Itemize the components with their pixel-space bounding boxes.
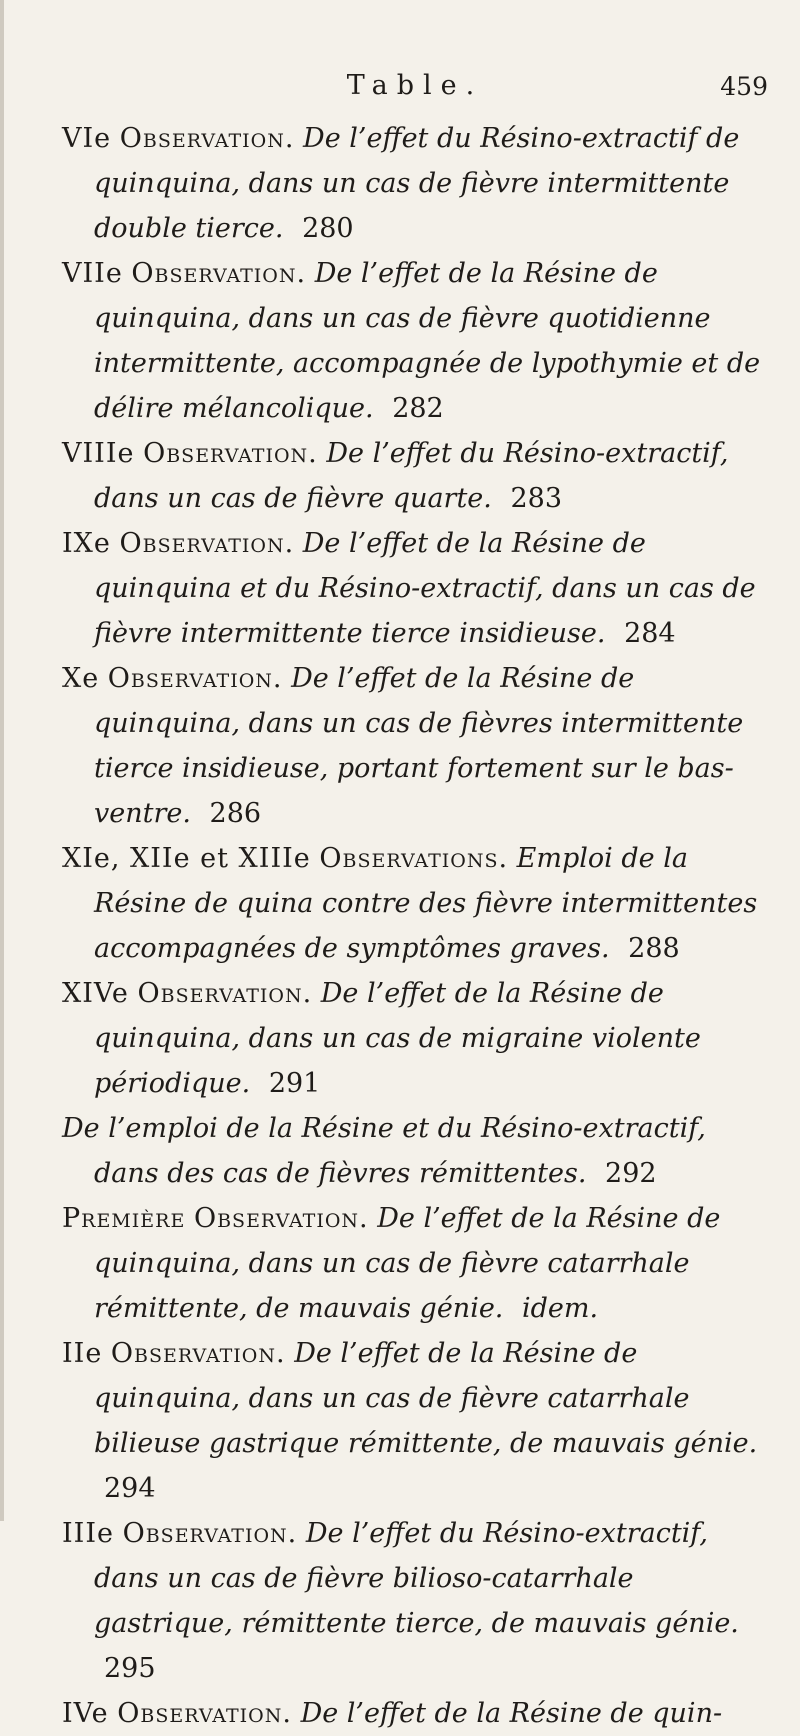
entry-label: Observation. <box>137 978 313 1009</box>
entry-page: 292 <box>605 1158 657 1189</box>
entry-number: IIe <box>62 1338 103 1369</box>
entry-page: 280 <box>302 213 354 244</box>
toc-entry <box>62 116 768 251</box>
entry-page: 291 <box>268 1068 321 1099</box>
toc-entry <box>62 1331 768 1511</box>
entry-title: De l’effet de la Résine de quinquina, dans un cas de fièvre quotidienne intermittente, accompagnée de lypothymie et de délire mélancolique. <box>94 258 761 424</box>
entry-label: Observations. <box>319 843 509 874</box>
toc-entry <box>62 971 768 1106</box>
entry-title: De l’effet du Résino-extractif de quinquina, dans un cas de fièvre intermittente double tierce. <box>94 123 740 244</box>
page-content <box>62 64 768 1736</box>
entry-label: Observation. <box>122 1518 298 1549</box>
entry-page: 286 <box>209 798 262 829</box>
entry-title: De l’effet de la Résine de quinquina et du Résino-extractif, dans un cas de fièvre intermittente tierce insidieuse. <box>94 528 756 649</box>
scan-edge <box>0 0 4 1521</box>
entry-number: IIIe <box>62 1518 114 1549</box>
entry-page: 284 <box>624 618 676 649</box>
toc-entry <box>62 1511 768 1691</box>
entry-number: XIVe <box>62 978 129 1009</box>
entry-label: Observation. <box>119 123 295 154</box>
entry-label: Observation. <box>119 528 295 559</box>
entry-number: XIe, XIIe et XIIIe <box>62 843 311 874</box>
entry-page: 283 <box>510 483 563 514</box>
entry-label: Observation. <box>110 1338 286 1369</box>
entry-page: 295 <box>104 1653 156 1684</box>
entry-label: Observation. <box>131 258 307 289</box>
entry-title: De l’effet du Résino-extractif, dans un cas de fièvre bilioso-catarrhale gastrique, rémittente tierce, de mauvais génie. <box>94 1518 739 1639</box>
running-title: Table. <box>346 70 484 101</box>
entry-title: De l’effet de la Résine de quin- <box>300 1698 723 1729</box>
toc-entry <box>62 431 768 521</box>
toc-entry <box>62 656 768 836</box>
entry-page: idem. <box>521 1293 599 1324</box>
entry-number: VIe <box>62 123 112 154</box>
toc-entry <box>62 251 768 431</box>
entry-number: VIIe <box>62 258 123 289</box>
toc-entry <box>62 1106 768 1196</box>
entry-page: 288 <box>628 933 680 964</box>
entry-title: De l’effet du Résino-extractif, dans un cas de fièvre quarte. <box>94 438 729 514</box>
entry-label: Observation. <box>117 1698 292 1729</box>
entry-number: IVe <box>62 1698 109 1729</box>
toc-entry <box>62 1196 768 1331</box>
entry-number: Xe <box>62 663 100 694</box>
entry-label: Observation. <box>107 663 283 694</box>
page-header <box>62 64 768 108</box>
entry-title: Emploi de la Résine de quina contre des fièvre intermittentes accompagnées de symptômes graves. <box>94 843 758 964</box>
entry-label: Observation. <box>193 1203 369 1234</box>
entry-title: De l’effet de la Résine de quinquina, dans un cas de fièvres intermittente tierce insidieuse, portant fortement sur le bas-ventre. <box>94 663 744 829</box>
page-number: 459 <box>720 72 768 101</box>
entry-number: IXe <box>62 528 111 559</box>
toc-entry <box>62 521 768 656</box>
entry-number: VIIIe <box>62 438 135 469</box>
toc-entry <box>62 836 768 971</box>
table-of-contents <box>62 116 768 1736</box>
entry-title: De l’effet de la Résine de quinquina, dans un cas de fièvre catarrhale rémittente, de mauvais génie. <box>94 1203 721 1324</box>
entry-title: De l’emploi de la Résine et du Résino-extractif, dans des cas de fièvres rémittentes. <box>62 1113 706 1189</box>
entry-title: De l’effet de la Résine de quinquina, dans un cas de fièvre catarrhale bilieuse gastrique rémittente, de mauvais génie. <box>94 1338 758 1459</box>
entry-title: De l’effet de la Résine de quinquina, dans un cas de migraine violente périodique. <box>94 978 701 1099</box>
entry-page: 282 <box>392 393 444 424</box>
entry-page: 294 <box>104 1473 156 1504</box>
entry-number: Première <box>62 1203 186 1234</box>
entry-label: Observation. <box>143 438 318 469</box>
toc-entry <box>62 1691 768 1736</box>
